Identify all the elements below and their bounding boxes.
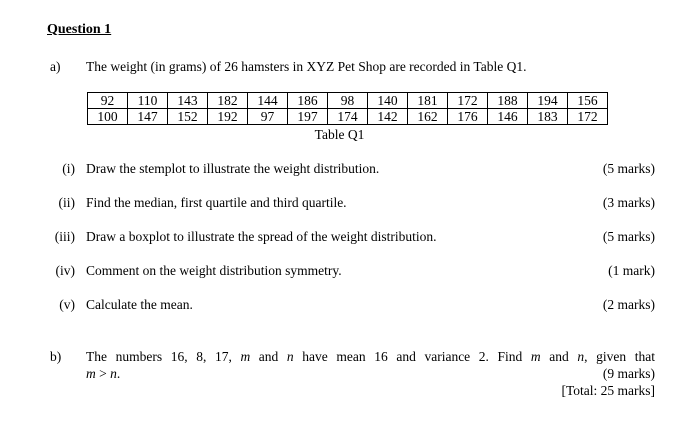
subpart-marks: (3 marks) — [602, 195, 655, 210]
subpart-marks: (1 mark) — [608, 263, 655, 278]
table-row — [88, 93, 608, 109]
table-cell: 97 — [248, 109, 288, 125]
variable-m: m — [86, 366, 96, 381]
subpart-number: (i) — [62, 161, 75, 176]
subpart-text: Find the median, first quartile and third quartile. — [86, 195, 347, 210]
subpart-text: Draw a boxplot to illustrate the spread of the weight distribution. — [86, 229, 437, 244]
part-b-label: b) — [50, 349, 62, 364]
part-b-text: , given that — [584, 349, 655, 364]
table-cell: 143 — [168, 93, 208, 109]
table-cell: 181 — [408, 93, 448, 109]
variable-n: n — [577, 349, 585, 364]
subpart-marks: (2 marks) — [602, 297, 655, 312]
table-caption: Table Q1 — [314, 127, 365, 142]
subpart-text: Calculate the mean. — [86, 297, 193, 312]
table-row — [88, 109, 608, 125]
subpart-marks: (5 marks) — [602, 161, 655, 176]
table-cell: 194 — [528, 93, 568, 109]
subpart-number: (iii) — [54, 229, 75, 244]
table-cell: 176 — [448, 109, 488, 125]
variable-n: n — [110, 366, 117, 381]
subpart-number: (ii) — [58, 195, 75, 210]
part-b-marks: (9 marks) — [602, 366, 655, 381]
table-cell: 172 — [448, 93, 488, 109]
table-cell: 183 — [528, 109, 568, 125]
table-cell: 156 — [568, 93, 608, 109]
part-b-line2 — [86, 366, 120, 382]
table-cell: 182 — [208, 93, 248, 109]
table-cell: 147 — [128, 109, 168, 125]
weights-table — [87, 92, 608, 125]
subpart-number: (iv) — [55, 263, 75, 278]
part-b-text: and — [250, 349, 287, 364]
table-cell: 110 — [128, 93, 168, 109]
part-b-text: have mean 16 and variance 2. Find — [293, 349, 531, 364]
table-cell: 192 — [208, 109, 248, 125]
variable-m: m — [240, 349, 251, 364]
part-a-label: a) — [50, 59, 61, 74]
part-b-line1 — [86, 349, 655, 365]
subpart-marks: (5 marks) — [602, 229, 655, 244]
table-cell: 140 — [368, 93, 408, 109]
subpart-number: (v) — [59, 297, 75, 312]
subpart-text: Draw the stemplot to illustrate the weight distribution. — [86, 161, 380, 176]
greater-than-symbol: > — [95, 366, 111, 381]
table-cell: 162 — [408, 109, 448, 125]
table-cell: 186 — [288, 93, 328, 109]
table-cell: 152 — [168, 109, 208, 125]
table-cell: 144 — [248, 93, 288, 109]
table-cell: 172 — [568, 109, 608, 125]
table-cell: 188 — [488, 93, 528, 109]
table-cell: 100 — [88, 109, 128, 125]
total-marks: [Total: 25 marks] — [561, 383, 655, 398]
table-cell: 92 — [88, 93, 128, 109]
part-b-text: The numbers 16, 8, 17, — [86, 349, 241, 364]
question-title: Question 1 — [47, 22, 112, 37]
table-cell: 98 — [328, 93, 368, 109]
table-cell: 142 — [368, 109, 408, 125]
part-a-text: The weight (in grams) of 26 hamsters in XYZ Pet Shop are recorded in Table Q1. — [86, 59, 527, 74]
table-cell: 146 — [488, 109, 528, 125]
variable-n: n — [286, 349, 294, 364]
table-cell: 174 — [328, 109, 368, 125]
part-b-text: . — [116, 366, 121, 381]
table-cell: 197 — [288, 109, 328, 125]
part-b-text: and — [540, 349, 578, 364]
subpart-text: Comment on the weight distribution symmetry. — [86, 263, 342, 278]
variable-m: m — [530, 349, 541, 364]
